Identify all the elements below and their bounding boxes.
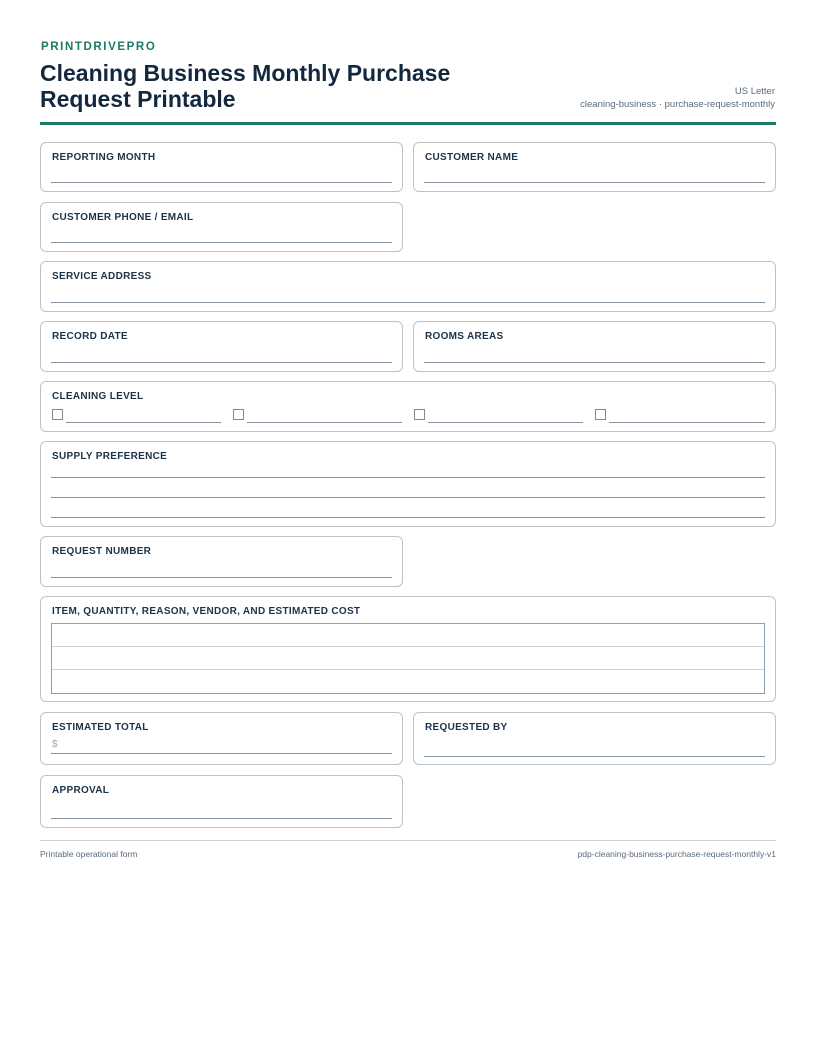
- rooms-areas-field: [413, 321, 776, 372]
- approval-field: [40, 775, 403, 828]
- cleaning-level-field: [40, 381, 776, 432]
- items-table-row[interactable]: [52, 624, 764, 647]
- record-date-label: RECORD DATE: [52, 331, 128, 342]
- items-table: [51, 623, 765, 694]
- form-slug: cleaning-business · purchase-request-monthly: [580, 99, 775, 110]
- cleaning-level-option-line-4[interactable]: [609, 422, 765, 423]
- supply-preference-label: SUPPLY PREFERENCE: [52, 451, 168, 462]
- items-table-row[interactable]: [52, 647, 764, 670]
- estimated-total-input-line[interactable]: [51, 753, 392, 754]
- service-address-field: [40, 261, 776, 312]
- footer-left-text: Printable operational form: [40, 849, 138, 859]
- supply-preference-line-1[interactable]: [51, 477, 765, 478]
- cleaning-level-checkbox-3[interactable]: [414, 409, 425, 420]
- reporting-month-input-line[interactable]: [51, 182, 392, 183]
- header-rule: [40, 122, 776, 125]
- document-meta: [580, 85, 775, 111]
- cleaning-level-checkbox-4[interactable]: [595, 409, 606, 420]
- request-number-field: [40, 536, 403, 587]
- footer-rule: [40, 840, 776, 841]
- cleaning-level-checkbox-1[interactable]: [52, 409, 63, 420]
- supply-preference-field: [40, 441, 776, 527]
- reporting-month-field: [40, 142, 403, 192]
- record-date-field: [40, 321, 403, 372]
- currency-symbol: $: [52, 739, 58, 750]
- cleaning-level-checkbox-2[interactable]: [233, 409, 244, 420]
- rooms-areas-input-line[interactable]: [424, 362, 765, 363]
- page-title: Cleaning Business Monthly Purchase Request Printable: [40, 60, 451, 112]
- paper-size: US Letter: [734, 86, 775, 97]
- customer-contact-label: CUSTOMER PHONE / EMAIL: [52, 212, 194, 223]
- footer-form-id: pdp-cleaning-business-purchase-request-monthly-v1: [577, 849, 776, 859]
- customer-name-input-line[interactable]: [424, 182, 765, 183]
- estimated-total-label: ESTIMATED TOTAL: [52, 722, 149, 733]
- reporting-month-label: REPORTING MONTH: [52, 152, 156, 163]
- brand-name: PRINTDRIVEPRO: [41, 41, 157, 53]
- customer-name-field: [413, 142, 776, 192]
- cleaning-level-option-line-3[interactable]: [428, 422, 583, 423]
- customer-contact-field: [40, 202, 403, 252]
- cleaning-level-label: CLEANING LEVEL: [52, 391, 144, 402]
- rooms-areas-label: ROOMS AREAS: [425, 331, 504, 342]
- supply-preference-line-2[interactable]: [51, 497, 765, 498]
- requested-by-input-line[interactable]: [424, 756, 765, 757]
- items-table-label: ITEM, QUANTITY, REASON, VENDOR, AND ESTIMATED COST: [52, 606, 361, 617]
- approval-label: APPROVAL: [52, 785, 110, 796]
- service-address-label: SERVICE ADDRESS: [52, 271, 152, 282]
- estimated-total-field: [40, 712, 403, 765]
- approval-input-line[interactable]: [51, 818, 392, 819]
- requested-by-label: REQUESTED BY: [425, 722, 508, 733]
- customer-name-label: CUSTOMER NAME: [425, 152, 519, 163]
- cleaning-level-option-line-1[interactable]: [66, 422, 221, 423]
- cleaning-level-option-line-2[interactable]: [247, 422, 402, 423]
- request-number-input-line[interactable]: [51, 577, 392, 578]
- service-address-input-line[interactable]: [51, 302, 765, 303]
- request-number-label: REQUEST NUMBER: [52, 546, 152, 557]
- supply-preference-line-3[interactable]: [51, 517, 765, 518]
- items-table-field: [40, 596, 776, 702]
- record-date-input-line[interactable]: [51, 362, 392, 363]
- customer-contact-input-line[interactable]: [51, 242, 392, 243]
- items-table-row[interactable]: [52, 670, 764, 693]
- requested-by-field: [413, 712, 776, 765]
